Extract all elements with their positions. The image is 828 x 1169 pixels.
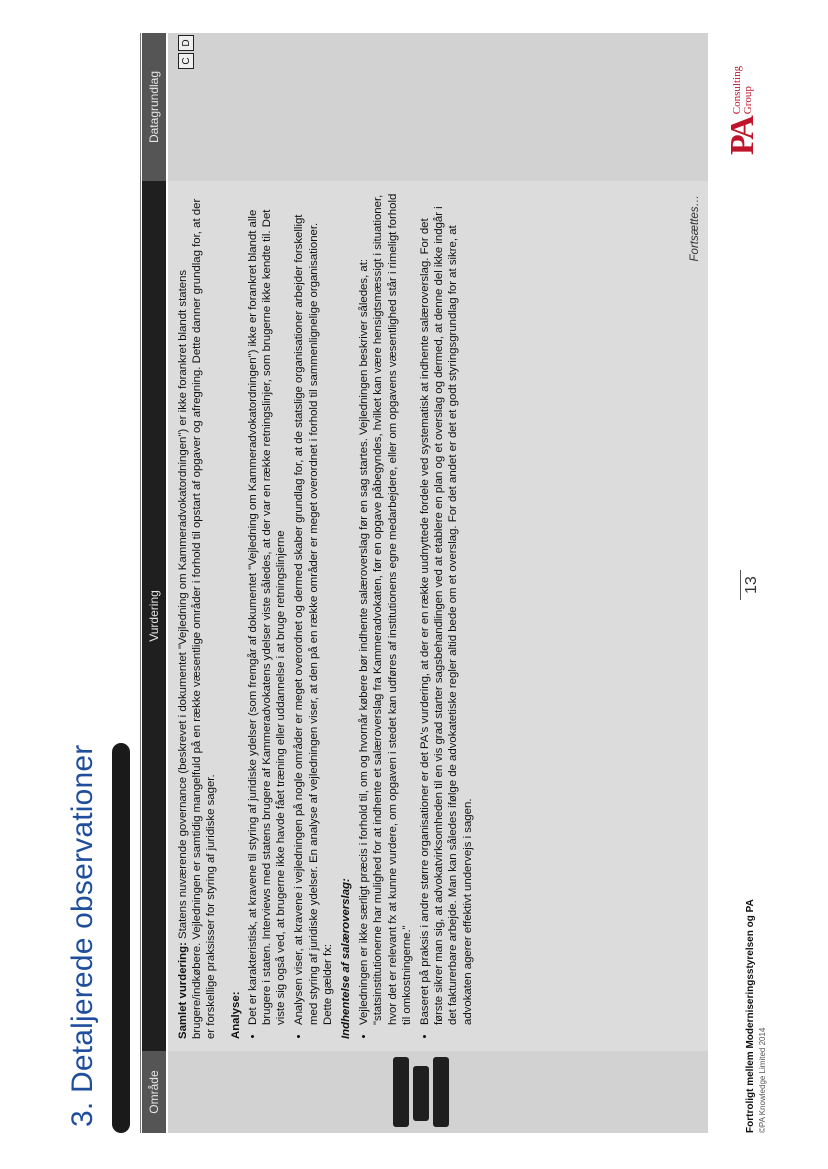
- data-badge-d: D: [178, 35, 194, 51]
- logo-text: [732, 66, 754, 114]
- title-underline-bar: [112, 743, 130, 1133]
- analyse-list: [246, 193, 335, 1039]
- omrade-cell: [168, 1051, 708, 1133]
- samlet-vurdering: [176, 193, 219, 1039]
- indhentelse-list: [357, 193, 475, 1039]
- samlet-text: Statens nuværende governance (beskrevet i dokumentet "Vejledning om Kammeradvokatordningen") er ikke forankret blandt statens brugere/indkøbere. Vejledningen er samtidig mangelfuld på en række væsentlige områder i forhold til opstart af opgaver og afregning. Dette danner grundlag for, at der er forskellige praksisser for styring af juridiske sager.: [177, 198, 218, 1039]
- datagrundlag-cell: [168, 33, 708, 181]
- data-badge-c: C: [178, 53, 194, 69]
- list-item: • Analysen viser, at kravene i vejledningen på nogle områder er meget overordnet og dermed skaber grundlag for, at de statslige organisationer arbejder forskelligt med styring af juridiske ydelser. En analyse af vejledningen viser, at den på en række områder er meget overordnet i forhold til sammenlignelige organisationer. Dette gælder fx:: [292, 193, 335, 1025]
- header-vurdering: Vurdering: [142, 181, 166, 1051]
- header-datagrundlag: Datagrundlag: [142, 33, 166, 181]
- rotated-slide: [60, 25, 785, 1145]
- footer-confidential: Fortroligt mellem Moderniseringsstyrelsen og PA: [745, 899, 756, 1133]
- pa-logo: [726, 66, 760, 155]
- footer: [745, 899, 767, 1133]
- logo-mark: PA: [724, 118, 761, 155]
- logo-line2: Group: [742, 86, 754, 115]
- analyse-label: Analyse:: [229, 991, 242, 1039]
- logo-line1: Consulting: [731, 65, 743, 115]
- footer-copyright: ©PA Knowledge Limited 2014: [758, 1027, 767, 1133]
- redacted-block: [393, 1057, 409, 1127]
- indhentelse-label: Indhentelse af salæroverslag:: [340, 878, 353, 1039]
- vurdering-cell: [168, 181, 708, 1051]
- page-title: 3. Detaljerede observationer: [66, 744, 99, 1127]
- continued-label: Fortsættes…: [688, 195, 701, 262]
- list-item: • Det er karakteristisk, at kravene til styring af juridiske ydelser (som fremgår af dokumentet "Vejledning om Kammeradvokatordningen") ikke er forankret blandt alle brugere i staten. Interviews med statens brugere af Kammeradvokatens ydelser viste således, at der var en række retningslinjer, som brugerne ikke kendte til. Det viste sig også ved, at brugerne ikke havde fået træning eller uddannelse i at bruge retningslinjerne: [246, 193, 289, 1025]
- redacted-block: [433, 1057, 449, 1127]
- list-item: • Baseret på praksis i andre større organisationer er det PA's vurdering, at der er en række uudnyttede fordele ved systematisk at indhente salæroverslag. For det første sikrer man sig, at advokatvirksomheden til en vis grad starter sagsbehandlingen ved at etablere en plan og et overslag og dermed, at denne del ikke indgår i det fakturerbare arbejde. Man kan således ifølge de advokatetiske regler altid bede om et overslag. For det andet er det et godt styringsgrundlag for at sikre, at advokaten agerer effektivt undervejs i sagen.: [418, 193, 475, 1025]
- horizontal-rule: [140, 33, 141, 1133]
- redacted-block: [413, 1066, 429, 1121]
- samlet-label: Samlet vurdering:: [177, 942, 189, 1039]
- page-number: 13: [740, 570, 761, 600]
- table-header-row: [142, 33, 166, 1133]
- header-omrade: Område: [142, 1051, 166, 1133]
- list-item: • Vejledningen er ikke særligt præcis i forhold til, om og hvornår købere bør indhente salæroverslag før en sag startes. Vejledningen beskriver således, at: "statsinstitutionerne har mulighed for at indhente et salæroverslag fra Kammeradvokaten, før en opgave påbegyndes, hvilket kan være hensigtsmæssigt i situationer, hvor det er relevant fx at kunne vurdere, om opgaven i stedet kan udføres af institutionens egne medarbejdere, eller om opgavens væsentlighed står i rimeligt forhold til omkostningerne.": [357, 193, 414, 1025]
- table-body-row: [168, 33, 708, 1133]
